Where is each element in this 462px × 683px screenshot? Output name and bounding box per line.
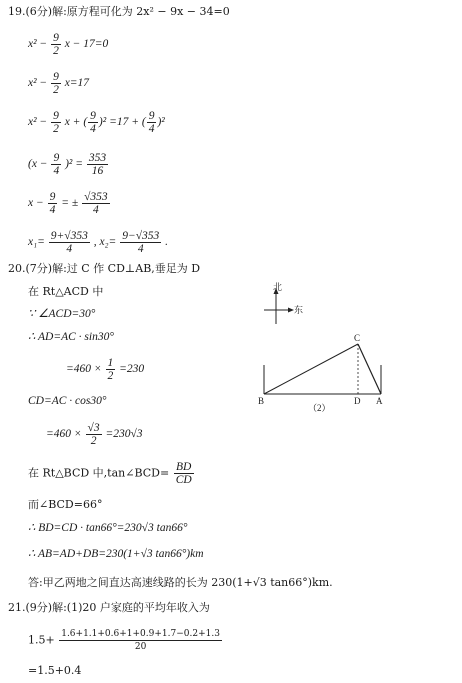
figure-caption: （2） — [308, 403, 331, 413]
fraction: $\frac{9}{4}$ — [148, 110, 155, 135]
point-c-label: C — [354, 333, 361, 343]
segment-bc — [264, 344, 358, 394]
fraction: $\frac{9}{2}$ — [53, 32, 59, 57]
fraction: $\frac{√353}{4}$ — [84, 191, 108, 216]
fraction: $\frac{9}{2}$ — [53, 110, 59, 135]
fraction: $\frac{√3}{2}$ — [87, 422, 100, 447]
q19-step5: x − $\frac{9}{4}$ = ± $\frac{√353}{4}$ — [28, 191, 108, 216]
q20-answer: 答:甲乙两地之间直达高速线路的长为 230(1+√3 tan66°)km. — [28, 576, 333, 589]
fraction: $\frac{BD}{CD}$ — [175, 461, 192, 486]
q20-line: ∴ AD=AC · sin30° — [28, 331, 114, 343]
compass-icon — [264, 288, 294, 324]
q19-step2: x² − $\frac{9}{2}$ x=17 — [28, 71, 90, 96]
segment-ca — [358, 344, 381, 394]
fraction: $\frac{353}{16}$ — [88, 152, 107, 177]
q20-line: ∵ ∠ACD=30° — [28, 308, 96, 320]
fraction: $\frac{9+√353}{4}$ — [50, 230, 88, 255]
fraction: $\frac{9}{4}$ — [90, 110, 96, 135]
q19-step3: x² − $\frac{9}{2}$ x + ( $\frac{9}{4}$ )² =17 + ( $\frac{9}{4}$ )² — [28, 110, 165, 135]
geometry-figure — [248, 280, 398, 415]
fraction: $\frac{9}{4}$ — [49, 191, 56, 216]
q19-header: 19.(6分)解:原方程可化为 2x² − 9x − 34=0 — [8, 5, 230, 18]
fraction: $\frac{9}{2}$ — [53, 71, 59, 96]
q19-step4: (x − $\frac{9}{4}$ )² = $\frac{353}{16}$ — [28, 152, 107, 177]
fraction: $\frac{1.6+1.1+0.6+1+0.9+1.7-0.2+1.3}{20}$ — [61, 629, 220, 652]
q20-line: =460 × $\frac{1}{2}$ =230 — [66, 357, 145, 382]
q20-header: 20.(7分)解:过 C 作 CD⊥AB,垂足为 D — [8, 262, 201, 275]
q20-line: =460 × $\frac{√3}{2}$ =230√3 — [46, 422, 143, 447]
fraction: $\frac{1}{2}$ — [107, 357, 114, 382]
point-a-label: A — [376, 396, 383, 406]
point-b-label: B — [258, 396, 265, 406]
fraction: $\frac{9}{4}$ — [53, 152, 60, 177]
q20-line: CD=AC · cos30° — [28, 395, 107, 407]
q21-line: =1.5+0.4 — [28, 664, 82, 677]
point-d-label: D — [354, 396, 361, 406]
q20-line: ∴ BD=CD · tan66°=230√3 tan66° — [28, 522, 188, 534]
q19-step1: x² − $\frac{9}{2}$ x − 17=0 — [28, 32, 109, 57]
q21-header: 21.(9分)解:(1)20 户家庭的平均年收入为 — [8, 601, 210, 614]
q19-roots: x₁= $\frac{9+√353}{4}$ , x₂= $\frac{9-√353}{4}$ . — [28, 230, 169, 255]
q20-line: 在 Rt△BCD 中,tan∠BCD= $\frac{BD}{CD}$ — [28, 461, 192, 486]
north-label: 北 — [273, 282, 283, 292]
q20-line: ∴ AB=AD+DB=230(1+√3 tan66°)km — [28, 548, 204, 560]
fraction: $\frac{9-√353}{4}$ — [122, 230, 160, 255]
q20-line: 而∠BCD=66° — [28, 498, 103, 511]
q20-line: 在 Rt△ACD 中 — [28, 285, 104, 298]
east-label: 东 — [294, 305, 304, 315]
q21-line: 1.5+ $\frac{1.6+1.1+0.6+1+0.9+1.7-0.2+1.3}{20}$ — [28, 629, 220, 652]
